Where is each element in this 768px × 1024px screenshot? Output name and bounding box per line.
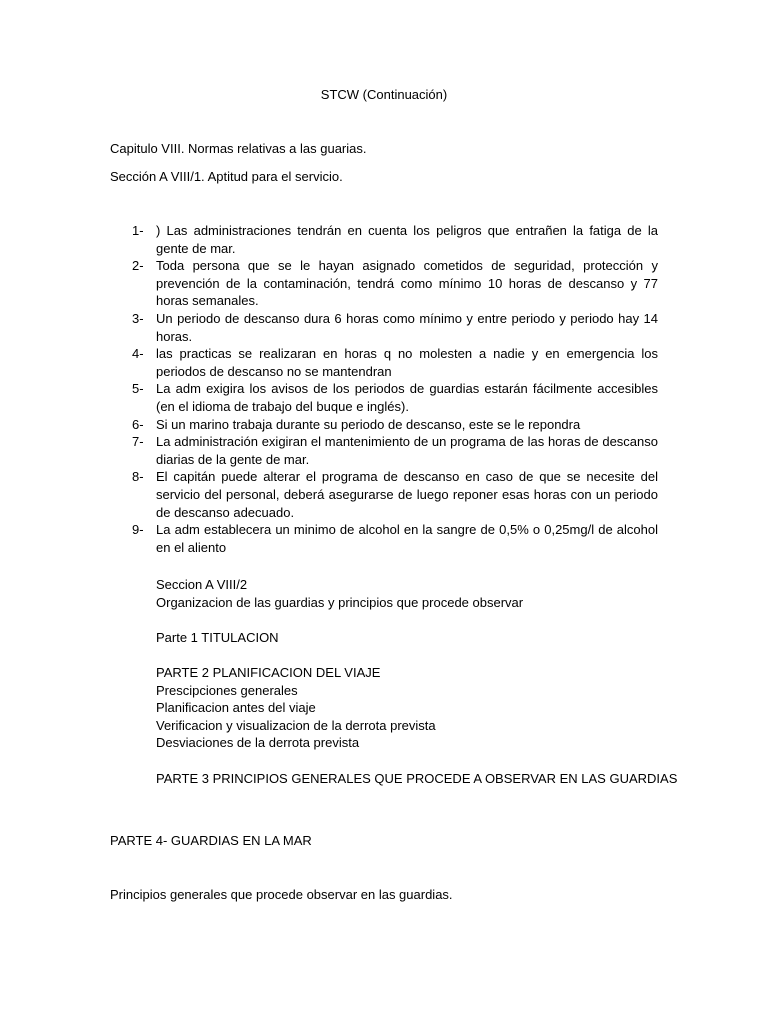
section2-heading: Seccion A VIII/2 [156, 577, 248, 592]
part2-line: Planificacion antes del viaje [156, 700, 316, 716]
list-item-text: La administración exigiran el mantenimiento de un programa de las horas de descanso diarias de la gente de mar. [156, 434, 658, 467]
list-item-number: 3- [132, 310, 144, 326]
part4-heading: PARTE 4- GUARDIAS EN LA MAR [110, 833, 312, 848]
part2-line: Prescipciones generales [156, 682, 298, 698]
list-item [132, 380, 658, 415]
principles-line: Principios generales que procede observar en las guardias. [110, 887, 453, 902]
list-item [132, 468, 658, 521]
section2-subheading: Organizacion de las guardias y principios que procede observar [156, 594, 524, 610]
chapter-heading: Capitulo VIII. Normas relativas a las guarias. [110, 141, 367, 156]
list-item-text: Toda persona que se le hayan asignado cometidos de seguridad, protección y prevención de la contaminación, tendrá como mínimo 10 horas de descanso y 77 horas semanales. [156, 258, 658, 309]
list-item-number: 9- [132, 522, 144, 538]
list-item [132, 222, 658, 257]
part2-line: Verificacion y visualizacion de la derrota prevista [156, 717, 436, 733]
document-title: STCW (Continuación) [320, 87, 448, 102]
list-item-number: 4- [132, 346, 144, 362]
list-item [132, 310, 658, 345]
list-item-number: 1- [132, 223, 144, 238]
list-item-text: Un periodo de descanso dura 6 horas como mínimo y entre periodo y periodo hay 14 horas. [156, 310, 658, 344]
part1-heading: Parte 1 TITULACION [156, 630, 279, 645]
part2-block [156, 664, 436, 752]
list-item [132, 433, 658, 468]
list-item-text: Si un marino trabaja durante su periodo de descanso, este se le repondra [156, 416, 581, 432]
section2-block [156, 576, 523, 611]
list-item-text: La adm exigira los avisos de los periodos de guardias estarán fácilmente accesibles (en el idioma de trabajo del buque e inglés). [156, 381, 658, 414]
section-heading: Sección A VIII/1. Aptitud para el servicio. [110, 169, 343, 184]
part3-heading: PARTE 3 PRINCIPIOS GENERALES QUE PROCEDE A OBSERVAR EN LAS GUARDIAS [156, 771, 678, 786]
list-item [132, 416, 658, 434]
list-item-text: El capitán puede alterar el programa de descanso en caso de que se necesite del servicio del personal, deberá asegurarse de luego reponer esas horas con un periodo de descanso adecuado. [156, 469, 658, 520]
list-item-number: 5- [132, 381, 144, 397]
part2-line: Desviaciones de la derrota prevista [156, 735, 360, 751]
list-item [132, 257, 658, 310]
list-item-number: 8- [132, 469, 144, 485]
list-item-number: 2- [132, 258, 144, 274]
part2-heading: PARTE 2 PLANIFICACION DEL VIAJE [156, 665, 381, 680]
list-item-number: 7- [132, 434, 144, 450]
list-item [132, 345, 658, 380]
list-item [132, 521, 658, 556]
list-item-text: La adm establecera un minimo de alcohol en la sangre de 0,5% o 0,25mg/l de alcohol en el aliento [156, 522, 658, 555]
list-item-text: ) Las administraciones tendrán en cuenta los peligros que entrañen la fatiga de la gente de mar. [156, 223, 658, 256]
rest-rules-list [132, 222, 658, 556]
list-item-text: las practicas se realizaran en horas q no molesten a nadie y en emergencia los periodos de descanso no se mantendran [156, 346, 658, 379]
list-item-number: 6- [132, 416, 144, 432]
